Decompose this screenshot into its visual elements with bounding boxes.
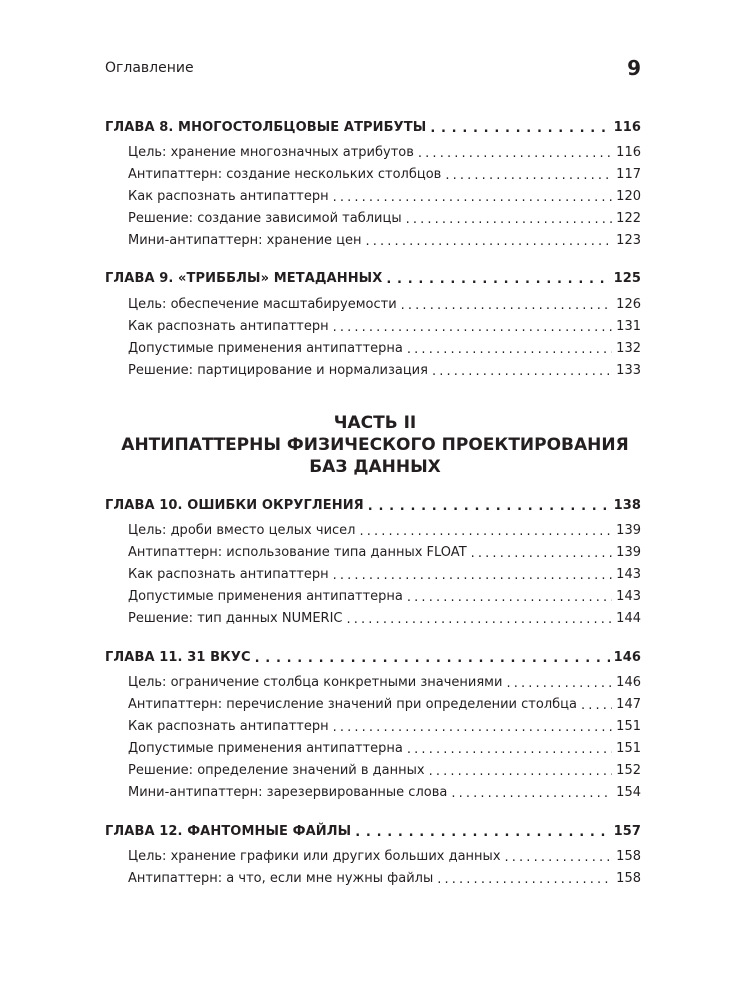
entry-page: 117 bbox=[616, 167, 641, 182]
dot-leader bbox=[407, 742, 612, 755]
dot-leader bbox=[333, 720, 613, 733]
entry-label: Цель: хранение графики или других больших данных bbox=[128, 849, 501, 864]
entry-label: Как распознать антипаттерн bbox=[128, 189, 329, 204]
chapter-title: ГЛАВА 11. 31 ВКУС bbox=[105, 650, 251, 665]
chapter-title: ГЛАВА 9. «ТРИББЛЫ» МЕТАДАННЫХ bbox=[105, 271, 383, 286]
entry-page: 120 bbox=[616, 189, 641, 204]
entry-label: Решение: определение значений в данных bbox=[128, 763, 425, 778]
dot-leader bbox=[505, 850, 613, 863]
part-number: ЧАСТЬ II bbox=[333, 413, 417, 433]
entry-page: 151 bbox=[616, 741, 641, 756]
chapter-title: ГЛАВА 12. ФАНТОМНЫЕ ФАЙЛЫ bbox=[105, 824, 352, 839]
dot-leader bbox=[333, 190, 613, 203]
chapter-title: ГЛАВА 8. МНОГОСТОЛБЦОВЫЕ АТРИБУТЫ bbox=[105, 120, 427, 135]
dot-leader bbox=[333, 568, 613, 581]
entry-label: Решение: тип данных NUMERIC bbox=[128, 611, 343, 626]
toc-entry[interactable] bbox=[128, 719, 641, 734]
entry-page: 146 bbox=[616, 675, 641, 690]
dot-leader bbox=[406, 212, 613, 225]
toc-entry[interactable] bbox=[128, 611, 641, 626]
toc-chapter-8[interactable] bbox=[105, 120, 641, 135]
entry-label: Как распознать антипаттерн bbox=[128, 567, 329, 582]
entry-page: 116 bbox=[616, 145, 641, 160]
entry-page: 139 bbox=[616, 545, 641, 560]
toc-entry[interactable] bbox=[128, 567, 641, 582]
toc-entry[interactable] bbox=[128, 233, 641, 248]
dot-leader bbox=[445, 168, 612, 181]
entry-page: 154 bbox=[616, 785, 641, 800]
dot-leader bbox=[386, 272, 609, 285]
running-title: Оглавление bbox=[105, 60, 194, 76]
dot-leader bbox=[432, 364, 612, 377]
toc-entry[interactable] bbox=[128, 589, 641, 604]
entry-label: Цель: дроби вместо целых чисел bbox=[128, 523, 356, 538]
entry-label: Антипаттерн: создание нескольких столбцов bbox=[128, 167, 442, 182]
dot-leader bbox=[418, 146, 612, 159]
toc-entry[interactable] bbox=[128, 849, 641, 864]
entry-label: Как распознать антипаттерн bbox=[128, 319, 329, 334]
toc-entry[interactable] bbox=[128, 785, 641, 800]
toc-entry[interactable] bbox=[128, 319, 641, 334]
entry-label: Антипаттерн: использование типа данных FLOAT bbox=[128, 545, 467, 560]
entry-page: 144 bbox=[616, 611, 641, 626]
dot-leader bbox=[581, 698, 612, 711]
dot-leader bbox=[437, 872, 612, 885]
toc-entry[interactable] bbox=[128, 363, 641, 378]
chapter-title: ГЛАВА 10. ОШИБКИ ОКРУГЛЕНИЯ bbox=[105, 498, 364, 513]
toc-entry[interactable] bbox=[128, 341, 641, 356]
entry-page: 123 bbox=[616, 233, 641, 248]
dot-leader bbox=[255, 651, 610, 664]
toc-entry[interactable] bbox=[128, 297, 641, 312]
toc-entry[interactable] bbox=[128, 871, 641, 886]
dot-leader bbox=[506, 676, 612, 689]
dot-leader bbox=[407, 590, 612, 603]
entry-label: Решение: партицирование и нормализация bbox=[128, 363, 428, 378]
entry-label: Решение: создание зависимой таблицы bbox=[128, 211, 402, 226]
toc-entry[interactable] bbox=[128, 523, 641, 538]
entry-label: Цель: хранение многозначных атрибутов bbox=[128, 145, 414, 160]
dot-leader bbox=[451, 786, 612, 799]
toc-entry[interactable] bbox=[128, 763, 641, 778]
chapter-page: 125 bbox=[613, 271, 641, 286]
entry-label: Мини-антипаттерн: хранение цен bbox=[128, 233, 362, 248]
chapter-page: 116 bbox=[613, 120, 641, 135]
entry-page: 132 bbox=[616, 341, 641, 356]
entry-label: Мини-антипаттерн: зарезервированные слова bbox=[128, 785, 448, 800]
chapter-page: 146 bbox=[613, 650, 641, 665]
entry-page: 133 bbox=[616, 363, 641, 378]
dot-leader bbox=[355, 825, 609, 838]
part-title-line-1: АНТИПАТТЕРНЫ ФИЗИЧЕСКОГО ПРОЕКТИРОВАНИЯ bbox=[121, 435, 629, 455]
entry-page: 139 bbox=[616, 523, 641, 538]
entry-label: Антипаттерн: а что, если мне нужны файлы bbox=[128, 871, 434, 886]
dot-leader bbox=[471, 546, 613, 559]
toc-entry[interactable] bbox=[128, 189, 641, 204]
dot-leader bbox=[347, 612, 613, 625]
entry-label: Как распознать антипаттерн bbox=[128, 719, 329, 734]
toc-chapter-11[interactable] bbox=[105, 650, 641, 665]
dot-leader bbox=[430, 121, 609, 134]
toc-entry[interactable] bbox=[128, 675, 641, 690]
entry-page: 151 bbox=[616, 719, 641, 734]
entry-label: Цель: ограничение столбца конкретными значениями bbox=[128, 675, 503, 690]
toc-entry[interactable] bbox=[128, 145, 641, 160]
entry-label: Допустимые применения антипаттерна bbox=[128, 341, 403, 356]
toc-entry[interactable] bbox=[128, 211, 641, 226]
dot-leader bbox=[407, 342, 612, 355]
entry-page: 143 bbox=[616, 567, 641, 582]
dot-leader bbox=[366, 234, 613, 247]
dot-leader bbox=[359, 524, 612, 537]
toc-entry[interactable] bbox=[128, 545, 641, 560]
entry-label: Антипаттерн: перечисление значений при определении столбца bbox=[128, 697, 577, 712]
chapter-page: 138 bbox=[613, 498, 641, 513]
entry-page: 131 bbox=[616, 319, 641, 334]
entry-label: Цель: обеспечение масштабируемости bbox=[128, 297, 397, 312]
part-heading bbox=[0, 412, 750, 478]
dot-leader bbox=[429, 764, 613, 777]
entry-page: 158 bbox=[616, 871, 641, 886]
part-title-line-2: БАЗ ДАННЫХ bbox=[309, 457, 441, 477]
toc-chapter-12[interactable] bbox=[105, 824, 641, 839]
dot-leader bbox=[333, 320, 613, 333]
chapter-page: 157 bbox=[613, 824, 641, 839]
entry-page: 143 bbox=[616, 589, 641, 604]
entry-page: 126 bbox=[616, 297, 641, 312]
entry-page: 158 bbox=[616, 849, 641, 864]
dot-leader bbox=[401, 298, 613, 311]
entry-page: 152 bbox=[616, 763, 641, 778]
toc-entry[interactable] bbox=[128, 167, 641, 182]
toc-entry[interactable] bbox=[128, 741, 641, 756]
entry-page: 122 bbox=[616, 211, 641, 226]
toc-chapter-9[interactable] bbox=[105, 271, 641, 286]
toc-chapter-10[interactable] bbox=[105, 498, 641, 513]
dot-leader bbox=[368, 499, 610, 512]
entry-label: Допустимые применения антипаттерна bbox=[128, 589, 403, 604]
entry-label: Допустимые применения антипаттерна bbox=[128, 741, 403, 756]
toc-entry[interactable] bbox=[128, 697, 641, 712]
page-number: 9 bbox=[627, 56, 641, 80]
entry-page: 147 bbox=[616, 697, 641, 712]
